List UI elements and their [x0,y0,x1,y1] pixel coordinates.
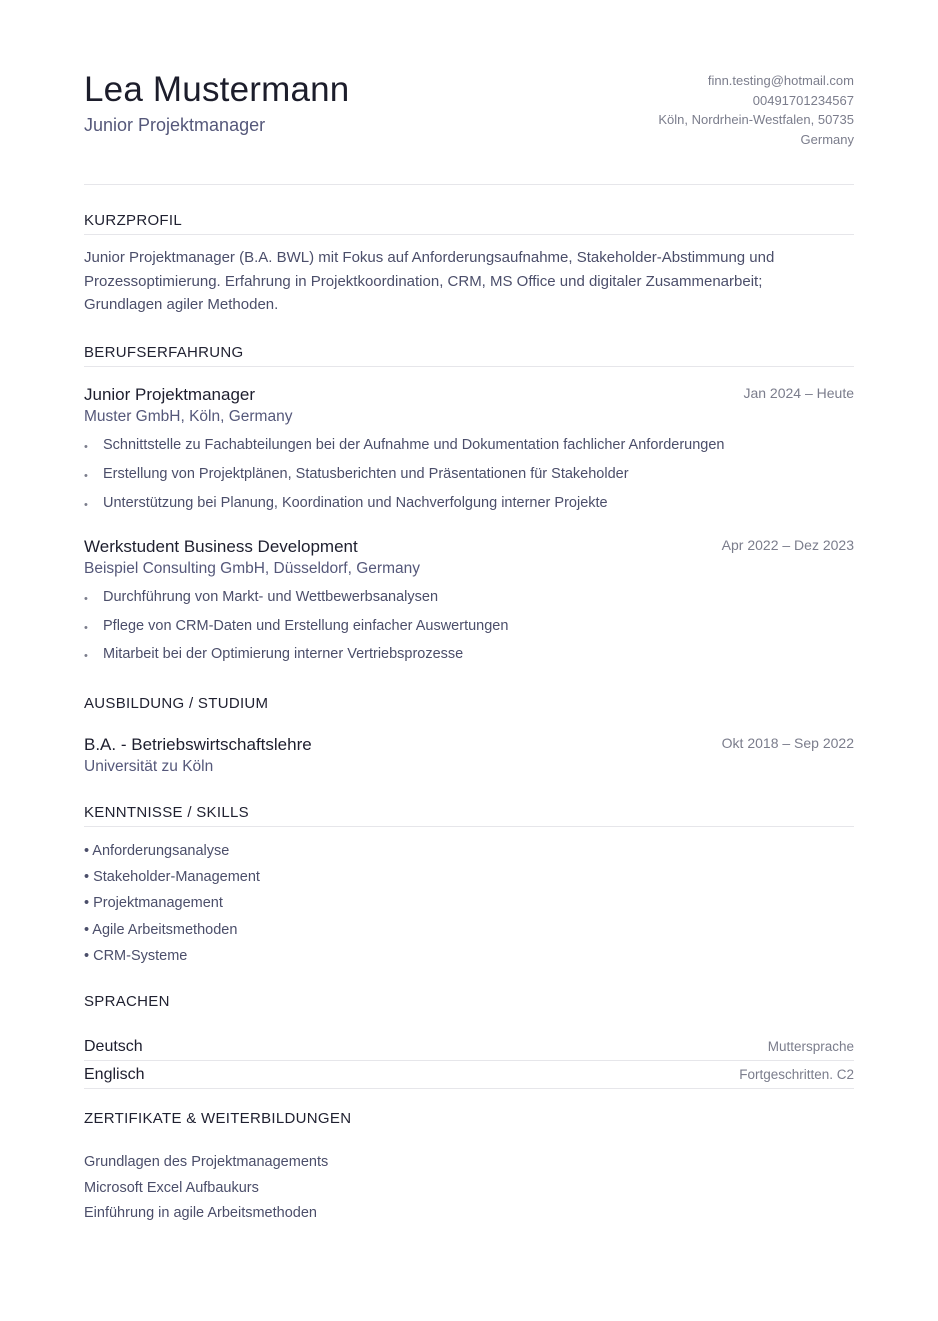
skill-item: • CRM-Systeme [84,947,188,964]
education-entry [84,735,854,776]
job-bullet: • Erstellung von Projektplänen, Statusberichten und Präsentationen für Stakeholder [84,466,854,482]
skills-list [84,841,854,972]
resume-header [84,0,854,185]
skill-item: • Anforderungsanalyse [84,843,230,859]
job-bullet: • Mitarbeit bei der Optimierung interner Vertriebsprozesse [84,646,854,662]
profile-line: Grundlagen agiler Methoden. [84,296,279,313]
degree-title: B.A. - Betriebswirtschaftslehre [84,735,312,754]
education-date: Okt 2018 – Sep 2022 [721,735,854,751]
contact-location: Köln, Nordrhein-Westfalen, 50735 [658,112,854,127]
education-section [84,695,854,717]
language-level: Fortgeschritten. C2 [739,1067,854,1082]
profile-text [84,246,854,317]
job-title: Junior Projektmanager [84,385,256,404]
certificate-item: Einführung in agile Arbeitsmethoden [84,1205,317,1221]
person-role: Junior Projektmanager [84,115,266,135]
contact-email[interactable]: finn.testing@hotmail.com [707,73,854,88]
skill-item: • Agile Arbeitsmethoden [84,921,238,938]
job-bullet: • Unterstützung bei Planung, Koordination und Nachverfolgung interner Projekte [84,495,854,511]
language-name: Englisch [84,1066,145,1083]
contact-country: Germany [800,131,854,147]
profile-section [84,212,854,317]
contact-phone[interactable]: 00491701234567 [752,92,854,108]
job-company: Beispiel Consulting GmbH, Düsseldorf, Germany [84,560,420,577]
languages-section [84,993,854,1015]
experience-section [84,344,854,367]
language-name: Deutsch [84,1038,143,1055]
certificate-item: Grundlagen des Projektmanagements [84,1154,329,1170]
profile-line: Prozessoptimierung. Erfahrung in Projektkoordination, CRM, MS Office und digitaler Zusammenarbeit; [84,272,763,290]
certificates-list [84,1152,854,1229]
section-title-education: AUSBILDUNG / STUDIUM [84,695,269,712]
school-name: Universität zu Köln [84,758,214,775]
person-name: Lea Mustermann [84,70,350,109]
language-level: Muttersprache [767,1039,854,1054]
section-title-profile: KURZPROFIL [84,212,854,235]
job-bullet: • Schnittstelle zu Fachabteilungen bei der Aufnahme und Dokumentation fachlicher Anforderungen [84,437,854,453]
skill-item: • Projektmanagement [84,895,223,912]
job-bullet: • Durchführung von Markt- und Wettbewerbsanalysen [84,589,854,605]
language-row [84,1033,854,1061]
job-company: Muster GmbH, Köln, Germany [84,408,293,425]
profile-line: Junior Projektmanager (B.A. BWL) mit Fokus auf Anforderungsaufnahme, Stakeholder-Abstimmung und [84,249,775,266]
languages-list [84,1033,854,1089]
job-bullet: • Pflege von CRM-Daten und Erstellung einfacher Auswertungen [84,618,854,634]
section-title-experience: BERUFSERFAHRUNG [84,344,854,367]
language-row [84,1061,854,1089]
skill-item: • Stakeholder-Management [84,869,260,886]
job-title: Werkstudent Business Development [84,537,358,556]
job-entry [84,537,854,578]
job-date: Apr 2022 – Dez 2023 [721,537,854,553]
skills-section [84,804,854,972]
contact-info [658,71,854,149]
job-date: Jan 2024 – Heute [743,385,854,401]
section-title-skills: KENNTNISSE / SKILLS [84,804,854,827]
section-title-certificates: ZERTIFIKATE & WEITERBILDUNGEN [84,1110,352,1127]
section-title-languages: SPRACHEN [84,993,170,1010]
certificates-section [84,1110,854,1132]
job-entry [84,385,854,426]
certificate-item: Microsoft Excel Aufbaukurs [84,1179,259,1196]
